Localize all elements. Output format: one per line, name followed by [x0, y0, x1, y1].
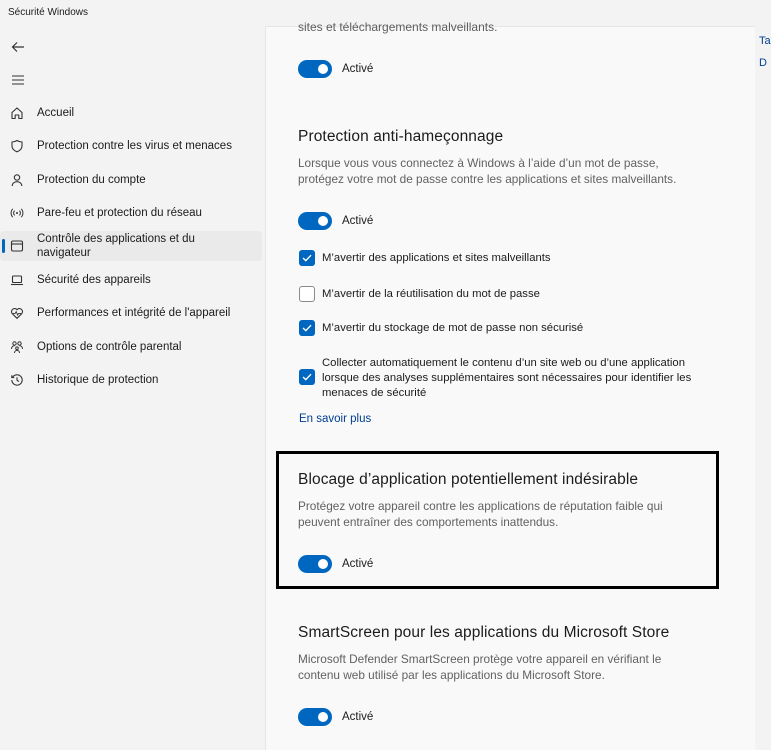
shield-icon	[9, 138, 25, 154]
label-line-3: menaces de sécurité	[322, 387, 427, 399]
collect-content-checkbox[interactable]	[299, 369, 315, 385]
sidebar-item-label: Options de contrôle parental	[37, 341, 182, 353]
sidebar-item-device-performance[interactable]	[0, 297, 262, 329]
window-title: Sécurité Windows	[8, 7, 89, 18]
sidebar-item-label: Performances et intégrité de l'appareil	[37, 307, 231, 319]
desc-line-1: Microsoft Defender SmartScreen protège votre appareil en vérifiant le	[298, 652, 662, 666]
sidebar-item-label	[37, 232, 195, 260]
sidebar-item-device-security[interactable]	[0, 264, 262, 296]
sidebar-item-label: Accueil	[37, 107, 75, 119]
pua-toggle[interactable]	[298, 555, 332, 573]
toggle-label: Activé	[342, 63, 374, 75]
sidebar-item-protection-history[interactable]	[0, 364, 262, 396]
label-line-1: Collecter automatiquement le contenu d’un site web ou d’une application	[322, 357, 685, 369]
right-panel-edge	[755, 26, 767, 750]
warn-malicious-checkbox[interactable]	[299, 250, 315, 266]
label-line-1: Contrôle des applications et du	[37, 233, 195, 245]
warn-password-reuse-checkbox[interactable]	[299, 286, 315, 302]
sidebar-item-accueil[interactable]	[0, 97, 262, 129]
desc-line-2: protégez votre mot de passe contre les applications et sites malveillants.	[298, 172, 677, 186]
check-icon	[302, 254, 312, 262]
side-link-2[interactable]: D	[759, 57, 767, 69]
sidebar-item-label: Sécurité des appareils	[37, 274, 151, 286]
reputation-toggle[interactable]	[298, 60, 332, 78]
desc-line-2: peuvent entraîner des comportements inattendus.	[298, 515, 559, 529]
label-line-2: navigateur	[37, 247, 91, 259]
history-icon	[9, 372, 25, 388]
check-icon	[302, 324, 312, 332]
heart-icon	[9, 305, 25, 321]
sidebar-item-account-protection[interactable]	[0, 164, 262, 196]
sidebar	[0, 26, 264, 750]
home-icon	[9, 105, 25, 121]
back-arrow-icon	[11, 41, 25, 53]
wifi-icon	[9, 205, 25, 221]
check-icon	[302, 373, 312, 381]
hamburger-menu-button[interactable]	[8, 70, 28, 90]
smartscreen-description	[298, 651, 708, 683]
checkbox-label: M’avertir du stockage de mot de passe non sécurisé	[322, 322, 584, 334]
desc-line-1: Protégez votre appareil contre les applications de réputation faible qui	[298, 499, 663, 513]
smartscreen-section-title: SmartScreen pour les applications du Microsoft Store	[298, 624, 670, 641]
toggle-label: Activé	[342, 215, 374, 227]
laptop-icon	[9, 272, 25, 288]
phishing-description	[298, 155, 708, 187]
sidebar-item-label: Protection du compte	[37, 174, 146, 186]
phishing-toggle[interactable]	[298, 212, 332, 230]
checkbox-label: M’avertir des applications et sites malveillants	[322, 252, 551, 264]
sidebar-item-label: Pare-feu et protection du réseau	[37, 207, 202, 219]
checkbox-label: M’avertir de la réutilisation du mot de passe	[322, 288, 540, 300]
person-icon	[9, 172, 25, 188]
sidebar-item-label: Historique de protection	[37, 374, 159, 386]
desc-line-1: Lorsque vous vous connectez à Windows à l’aide d’un mot de passe,	[298, 156, 659, 170]
phishing-section-title: Protection anti-hameçonnage	[298, 128, 504, 145]
sidebar-item-virus-protection[interactable]	[0, 130, 262, 162]
sidebar-item-app-browser-control[interactable]	[0, 231, 262, 261]
label-line-2: lorsque des analyses supplémentaires sont nécessaires pour identifier les	[322, 372, 692, 384]
toggle-label: Activé	[342, 711, 374, 723]
pua-description	[298, 498, 708, 530]
warn-unsafe-storage-checkbox[interactable]	[299, 320, 315, 336]
checkbox-label	[322, 356, 712, 401]
previous-section-desc: sites et téléchargements malveillants.	[298, 20, 498, 34]
hamburger-icon	[11, 74, 25, 86]
side-link-1[interactable]: Ta	[759, 35, 771, 47]
sidebar-item-firewall[interactable]	[0, 197, 262, 229]
sidebar-item-family-options[interactable]	[0, 331, 262, 363]
learn-more-link[interactable]: En savoir plus	[299, 413, 372, 425]
smartscreen-toggle[interactable]	[298, 708, 332, 726]
sidebar-item-label: Protection contre les virus et menaces	[37, 140, 232, 152]
selection-indicator	[2, 239, 5, 253]
family-icon	[9, 339, 25, 355]
back-button[interactable]	[8, 37, 28, 57]
app-browser-icon	[9, 238, 25, 254]
toggle-label: Activé	[342, 558, 374, 570]
pua-section-title: Blocage d’application potentiellement indésirable	[298, 471, 639, 488]
desc-line-2: contenu web utilisé par les applications du Microsoft Store.	[298, 668, 605, 682]
